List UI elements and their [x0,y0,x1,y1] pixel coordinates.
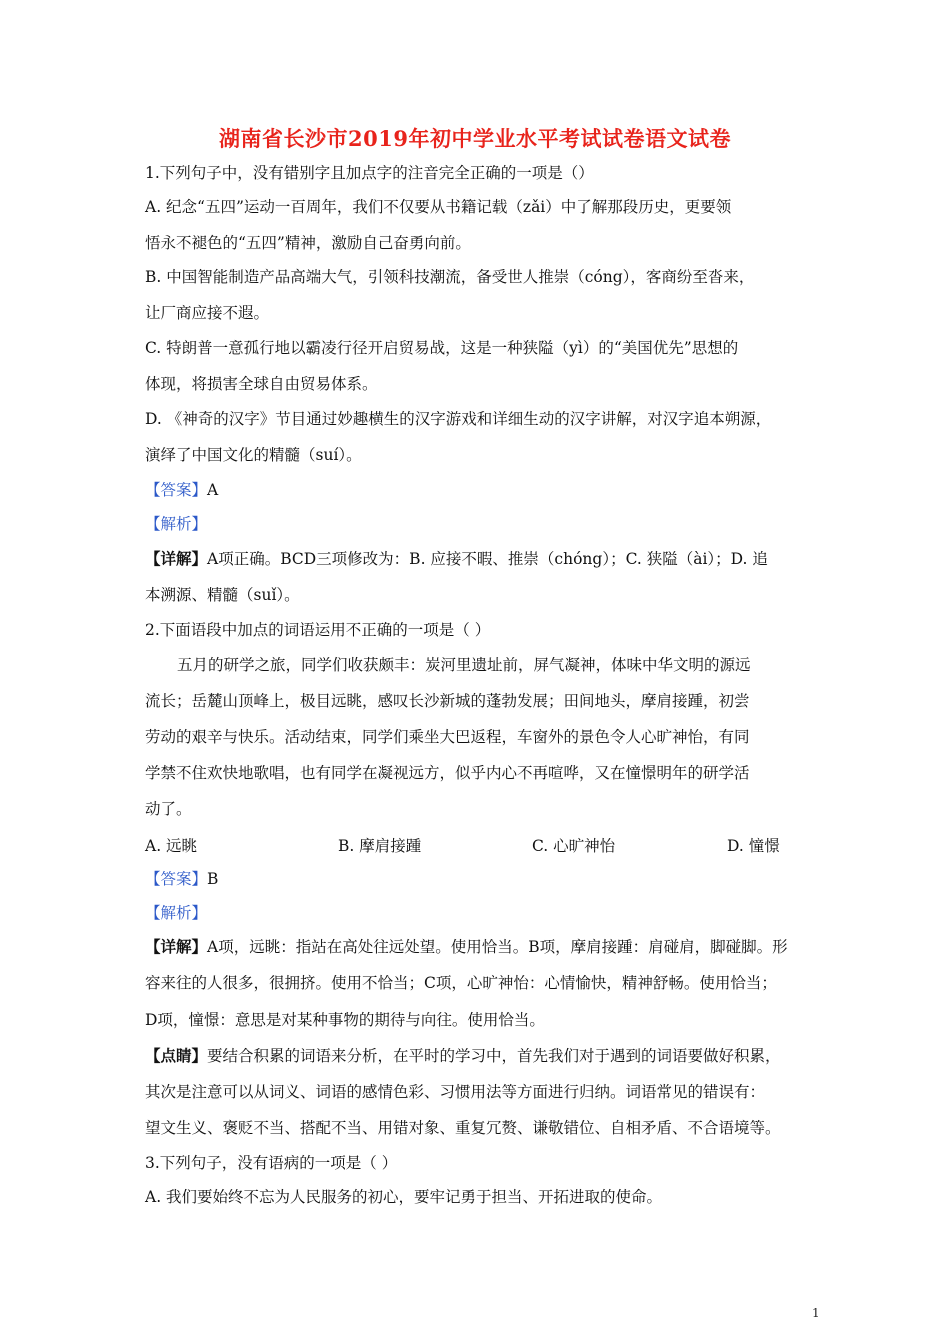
q1-detail-line2: 本溯源、精髓（suǐ）。 [145,586,300,604]
q1-answer [145,480,218,500]
q2-passage-line2: 流长；岳麓山顶峰上，极目远眺，感叹长沙新城的蓬勃发展；田间地头，摩肩接踵，初尝 [145,692,750,710]
answer-tag: 【答案】 [145,481,208,499]
tip-text: 要结合积累的词语来分析，在平时的学习中，首先我们对于遇到的词语要做好积累， [207,1047,781,1065]
q2-detail-line1 [145,937,788,957]
q2-option-a: A. 远眺 [145,837,198,855]
answer-value: B [207,870,219,888]
q2-passage-line3: 劳动的艰辛与快乐。活动结束，同学们乘坐大巴返程，车窗外的景色令人心旷神怡，有同 [145,728,750,746]
q2-stem: 2.下面语段中加点的词语运用不正确的一项是（ ） [145,621,491,639]
detail-tag: 【详解】 [145,937,208,956]
q2-passage-line5: 动了。 [145,800,192,818]
q2-analysis-tag: 【解析】 [145,904,208,922]
q2-tip-line2: 其次是注意可以从词义、词语的感情色彩、习惯用法等方面进行归纳。词语常见的错误有： [145,1083,766,1101]
q2-detail-line2: 容来往的人很多，很拥挤。使用不恰当；C项，心旷神怡：心情愉快，精神舒畅。使用恰当； [145,974,777,992]
q1-option-d-line1: D. 《神奇的汉字》节目通过妙趣横生的汉字游戏和详细生动的汉字讲解，对汉字追本朔源， [145,410,772,428]
q2-tip-line3: 望文生义、褒贬不当、搭配不当、用错对象、重复冗赘、谦敬错位、自相矛盾、不合语境等。 [145,1119,781,1137]
q1-option-b-line1: B. 中国智能制造产品高端大气，引领科技潮流，备受世人推崇（cóng），客商纷至沓来， [145,268,755,286]
q1-option-c-line2: 体现，将损害全球自由贸易体系。 [145,375,378,393]
q3-option-a: A. 我们要始终不忘为人民服务的初心，要牢记勇于担当、开拓进取的使命。 [145,1188,663,1206]
q1-option-b-line2: 让厂商应接不遐。 [145,304,270,322]
detail-text: A项，远眺：指站在高处往远处望。使用恰当。B项，摩肩接踵：肩碰肩，脚碰脚。形 [207,938,788,956]
tip-tag: 【点睛】 [145,1046,208,1065]
q2-option-b: B. 摩肩接踵 [338,837,422,855]
q1-option-a-line2: 悟永不褪色的“五四”精神，激励自己奋勇向前。 [145,234,471,252]
q1-stem: 1.下列句子中，没有错别字且加点字的注音完全正确的一项是（） [145,164,594,182]
q1-analysis-tag: 【解析】 [145,515,208,533]
answer-tag: 【答案】 [145,870,208,888]
q3-stem: 3.下列句子，没有语病的一项是（ ） [145,1154,398,1172]
page-title: 湖南省长沙市2019年初中学业水平考试试卷语文试卷 [219,126,731,151]
q2-detail-line3: D项，憧憬：意思是对某种事物的期待与向往。使用恰当。 [145,1011,545,1029]
q1-option-c-line1: C. 特朗普一意孤行地以霸凌行径开启贸易战，这是一种狭隘（yì）的“美国优先”思想的 [145,339,739,357]
q2-answer [145,869,218,889]
detail-text: A项正确。BCD三项修改为：B. 应接不暇、推崇（chóng）；C. 狭隘（ài）；D. 追 [207,550,768,568]
q2-passage-line4: 学禁不住欢快地歌唱，也有同学在凝视远方，似乎内心不再喧哗，又在憧憬明年的研学活 [145,764,750,782]
page-number: 1 [812,1306,820,1320]
detail-tag: 【详解】 [145,549,208,568]
answer-value: A [207,481,219,499]
q1-detail-line1 [145,549,768,569]
q2-option-c: C. 心旷神怡 [532,837,616,855]
q1-option-d-line2: 演绎了中国文化的精髓（suí）。 [145,446,362,464]
q2-tip-line1 [145,1046,781,1066]
q2-option-d: D. 憧憬 [727,837,780,855]
q2-passage-line1: 五月的研学之旅，同学们收获颇丰：炭河里遗址前，屏气凝神，体味中华文明的源远 [177,656,751,674]
q1-option-a-line1: A. 纪念“五四”运动一百周年，我们不仅要从书籍记载（zǎi）中了解那段历史，更要领 [145,198,732,216]
